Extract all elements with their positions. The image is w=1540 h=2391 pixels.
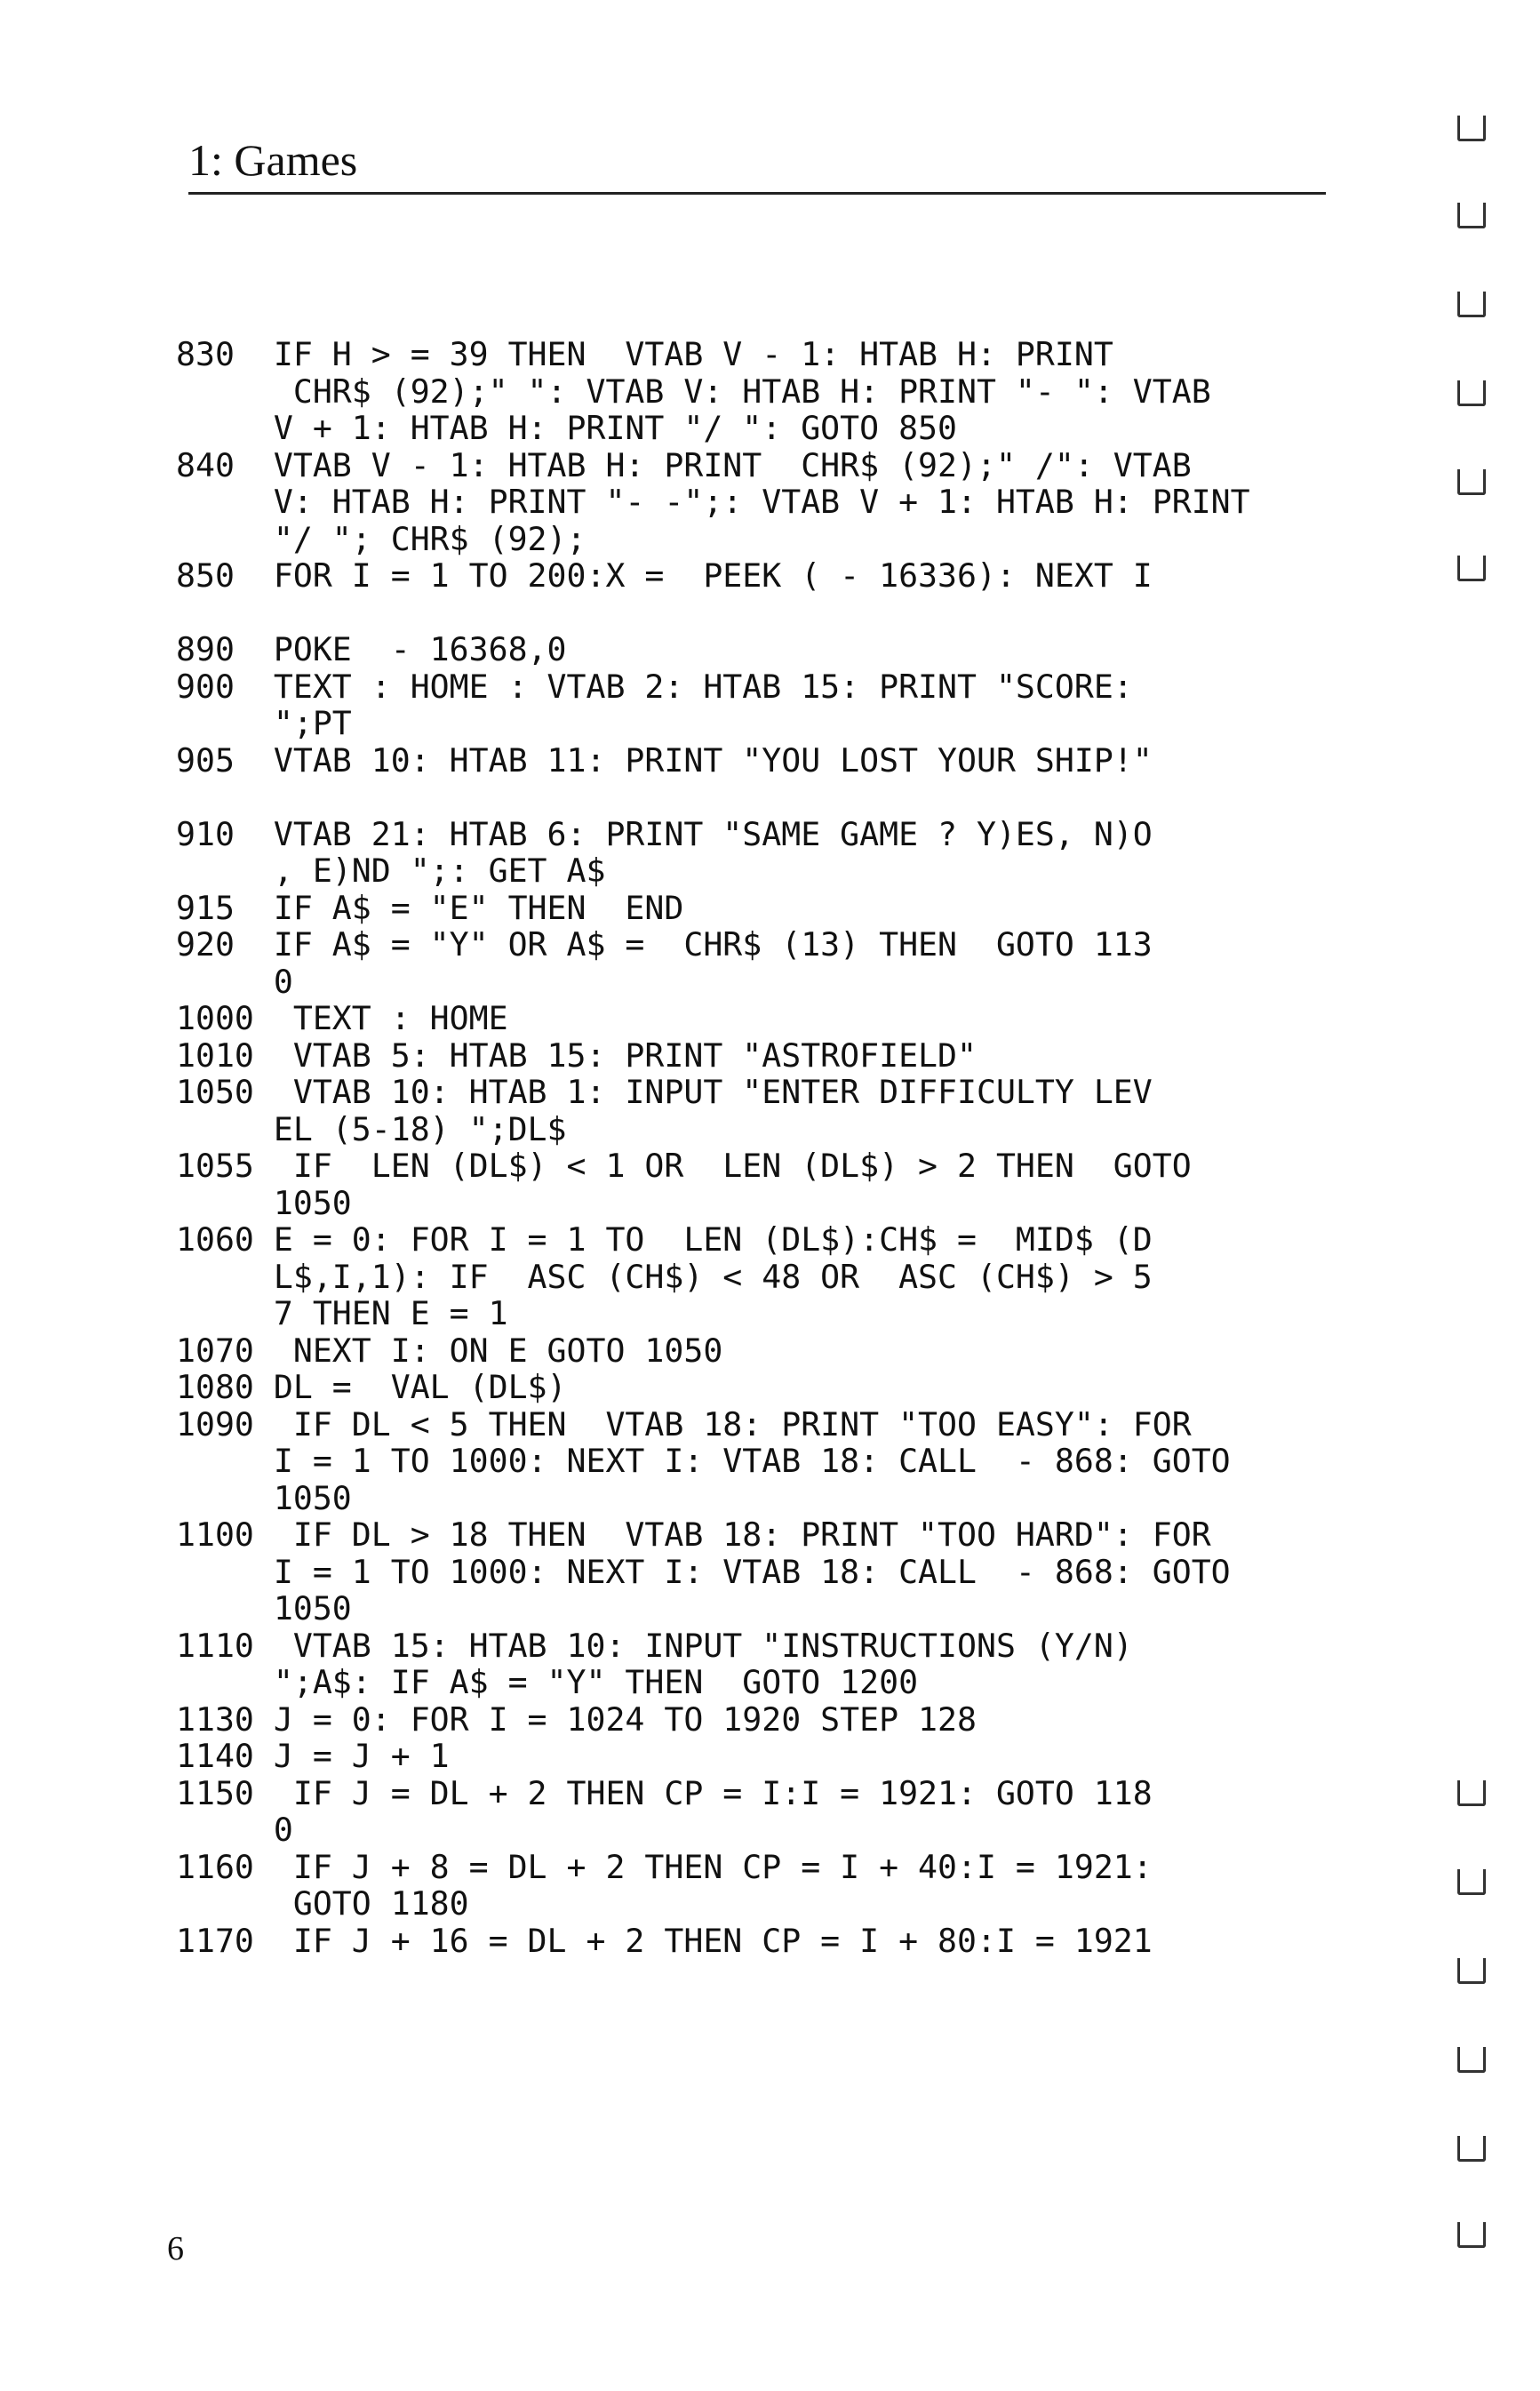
chapter-title: 1: Games (188, 135, 358, 185)
blank-line (176, 595, 1420, 632)
code-line: 1150 IF J = DL + 2 THEN CP = I:I = 1921: GOTO 118 (176, 1773, 1153, 1812)
code-line: 1130 J = 0: FOR I = 1024 TO 1920 STEP 128 (176, 1699, 977, 1739)
binding-mark (1457, 203, 1486, 228)
code-line: , E)ND ";: GET A$ (176, 852, 606, 890)
basic-statement (176, 1000, 1420, 1037)
page-header (188, 133, 1326, 195)
blank-line (176, 779, 1420, 816)
code-line: 850 FOR I = 1 TO 200:X = PEEK ( - 16336): NEXT I (176, 556, 1153, 595)
code-line: 0 (176, 962, 293, 1001)
code-line: 900 TEXT : HOME : VTAB 2: HTAB 15: PRINT "SCORE: (176, 667, 1133, 706)
code-line: CHR$ (92);" ": VTAB V: HTAB H: PRINT "- ": VTAB (176, 372, 1211, 411)
binding-mark (1457, 556, 1486, 581)
code-line: 840 VTAB V - 1: HTAB H: PRINT CHR$ (92);" /": VTAB (176, 445, 1192, 484)
basic-statement (176, 336, 1420, 447)
code-line: 1010 VTAB 5: HTAB 15: PRINT "ASTROFIELD" (176, 1036, 977, 1075)
code-line: 1050 (176, 1183, 352, 1222)
code-line: 1160 IF J + 8 = DL + 2 THEN CP = I + 40:I = 1921: (176, 1847, 1153, 1886)
code-line: 1070 NEXT I: ON E GOTO 1050 (176, 1331, 723, 1370)
margin-binding-marks (1457, 0, 1511, 2391)
code-line: ";A$: IF A$ = "Y" THEN GOTO 1200 (176, 1663, 919, 1701)
binding-mark (1457, 2047, 1486, 2073)
basic-statement (176, 1148, 1420, 1221)
code-line: 905 VTAB 10: HTAB 11: PRINT "YOU LOST YOUR SHIP!" (176, 740, 1153, 780)
page-number: 6 (167, 2230, 184, 2267)
binding-mark (1457, 2136, 1486, 2162)
basic-statement (176, 1738, 1420, 1775)
binding-mark (1457, 292, 1486, 317)
code-line: 1055 IF LEN (DL$) < 1 OR LEN (DL$) > 2 THEN GOTO (176, 1147, 1192, 1185)
code-line: 910 VTAB 21: HTAB 6: PRINT "SAME GAME ? Y)ES, N)O (176, 814, 1153, 853)
binding-mark (1457, 1869, 1486, 1895)
code-line: 1170 IF J + 16 = DL + 2 THEN CP = I + 80:I = 1921 (176, 1921, 1153, 1960)
basic-statement (176, 816, 1420, 890)
basic-statement (176, 1627, 1420, 1701)
code-line: "/ "; CHR$ (92); (176, 519, 586, 558)
code-line: I = 1 TO 1000: NEXT I: VTAB 18: CALL - 868: GOTO (176, 1442, 1231, 1480)
basic-statement (176, 890, 1420, 927)
code-line: 1100 IF DL > 18 THEN VTAB 18: PRINT "TOO HARD": FOR (176, 1515, 1211, 1554)
code-line: 7 THEN E = 1 (176, 1294, 508, 1332)
code-line: I = 1 TO 1000: NEXT I: VTAB 18: CALL - 868: GOTO (176, 1552, 1231, 1591)
binding-mark (1457, 1958, 1486, 1984)
code-line: GOTO 1180 (176, 1884, 469, 1923)
code-line: 1090 IF DL < 5 THEN VTAB 18: PRINT "TOO EASY": FOR (176, 1404, 1192, 1443)
code-line: EL (5-18) ";DL$ (176, 1109, 567, 1148)
code-line: 1000 TEXT : HOME (176, 999, 508, 1037)
code-line: 915 IF A$ = "E" THEN END (176, 888, 684, 927)
basic-program-listing (176, 336, 1420, 1959)
basic-statement (176, 447, 1420, 558)
basic-statement (176, 1037, 1420, 1075)
code-line: V + 1: HTAB H: PRINT "/ ": GOTO 850 (176, 409, 957, 447)
basic-statement (176, 1701, 1420, 1739)
basic-statement (176, 926, 1420, 1000)
code-line: 920 IF A$ = "Y" OR A$ = CHR$ (13) THEN GOTO 113 (176, 925, 1153, 964)
basic-statement (176, 1074, 1420, 1148)
binding-mark (1457, 116, 1486, 141)
binding-mark (1457, 1780, 1486, 1806)
code-line: L$,I,1): IF ASC (CH$) < 48 OR ASC (CH$) > 5 (176, 1257, 1153, 1296)
basic-statement (176, 742, 1420, 780)
code-line: 1110 VTAB 15: HTAB 10: INPUT "INSTRUCTIONS (Y/N) (176, 1626, 1133, 1665)
binding-mark (1457, 380, 1486, 406)
code-line: 0 (176, 1811, 293, 1849)
basic-statement (176, 1406, 1420, 1517)
basic-statement (176, 1221, 1420, 1332)
code-line: 1080 DL = VAL (DL$) (176, 1368, 567, 1406)
basic-statement (176, 557, 1420, 595)
code-line: 1060 E = 0: FOR I = 1 TO LEN (DL$):CH$ = MID$ (D (176, 1220, 1153, 1259)
code-line: 1050 (176, 1589, 352, 1627)
basic-statement (176, 1369, 1420, 1406)
binding-mark (1457, 2222, 1486, 2248)
code-line: 1050 (176, 1478, 352, 1517)
code-line: 890 POKE - 16368,0 (176, 630, 567, 668)
basic-statement (176, 1849, 1420, 1923)
basic-statement (176, 631, 1420, 668)
code-line: 1050 VTAB 10: HTAB 1: INPUT "ENTER DIFFICULTY LEV (176, 1073, 1153, 1111)
code-line: V: HTAB H: PRINT "- -";: VTAB V + 1: HTAB H: PRINT (176, 483, 1250, 521)
binding-mark (1457, 469, 1486, 495)
basic-statement (176, 668, 1420, 742)
basic-statement (176, 1332, 1420, 1370)
basic-statement (176, 1775, 1420, 1849)
code-line: 830 IF H > = 39 THEN VTAB V - 1: HTAB H: PRINT (176, 335, 1113, 373)
code-line: 1140 J = J + 1 (176, 1737, 450, 1775)
basic-statement (176, 1516, 1420, 1627)
basic-statement (176, 1923, 1420, 1960)
header-rule (188, 192, 1326, 195)
code-line: ";PT (176, 704, 352, 742)
